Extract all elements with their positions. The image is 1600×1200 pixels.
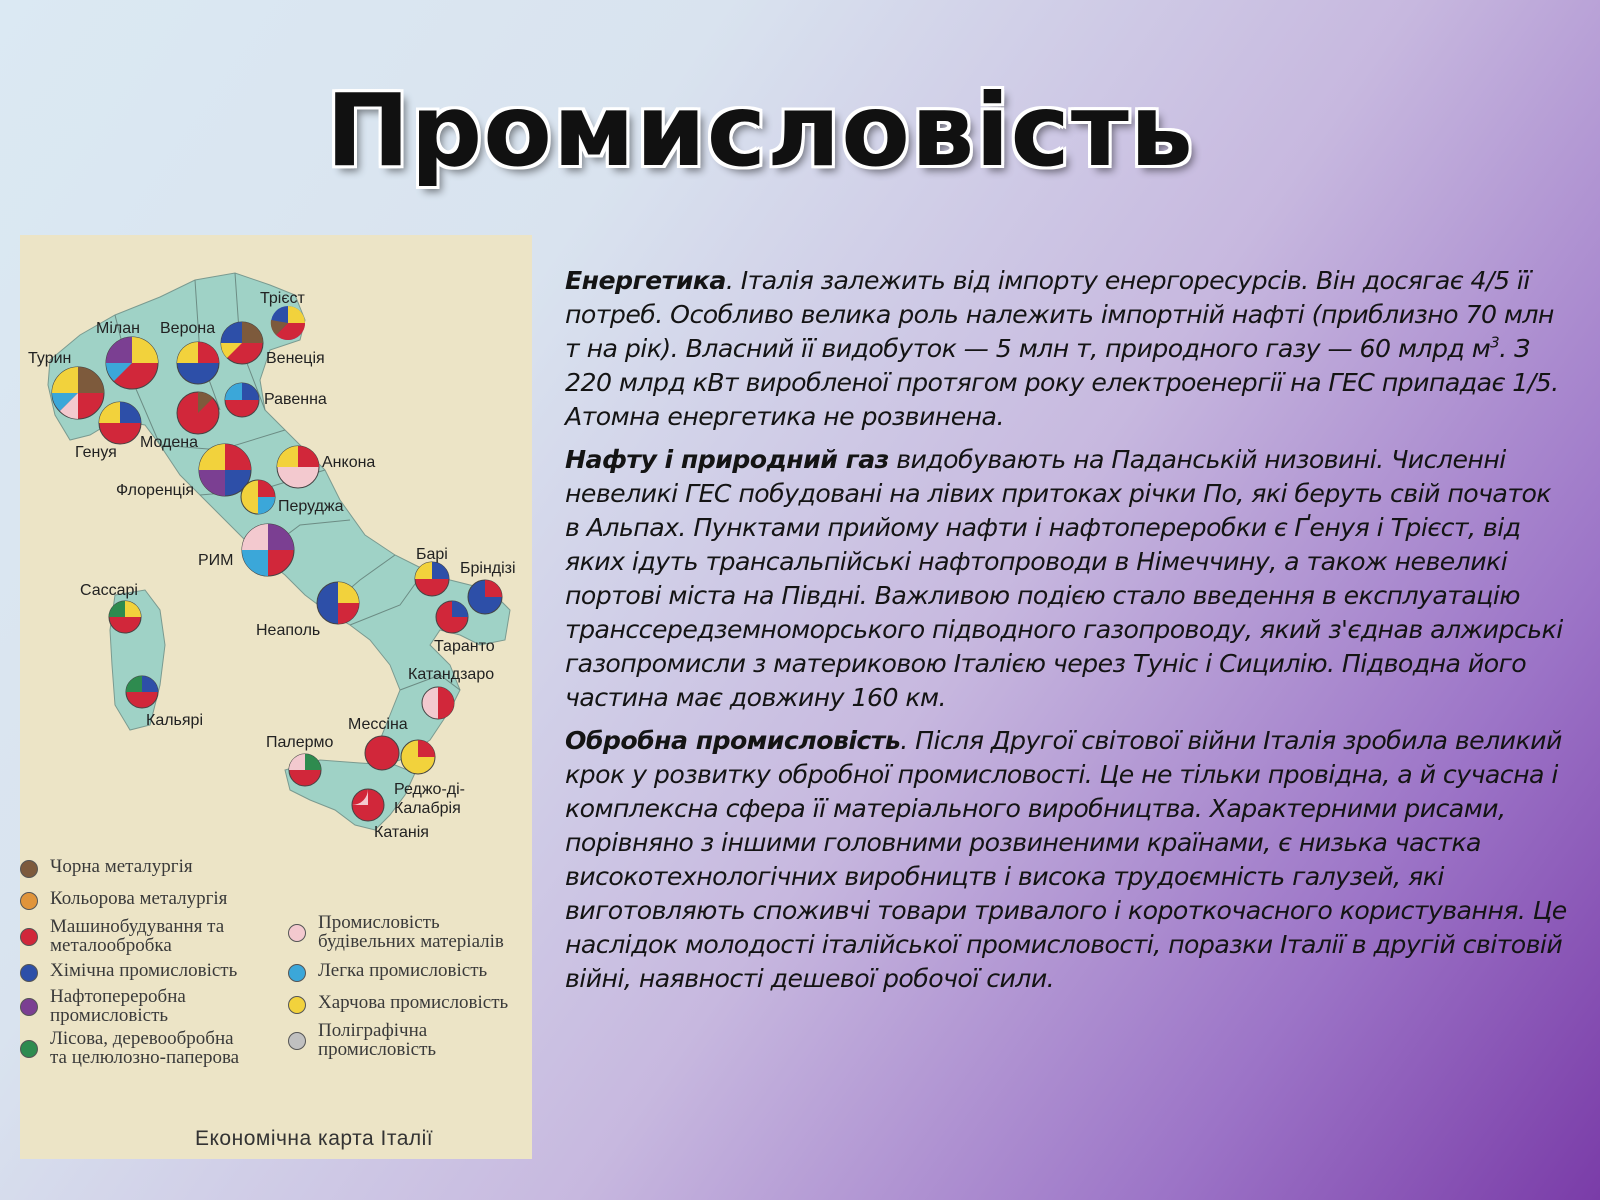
city-label: Венеція — [266, 350, 325, 367]
pie-genoa — [99, 402, 141, 444]
city-label: Катанія — [374, 824, 429, 841]
italy-economic-map — [20, 235, 532, 1159]
paragraph-oil-gas — [565, 443, 1570, 715]
pie-rome — [242, 524, 294, 576]
pie-brindisi — [468, 580, 502, 614]
city-label: Неаполь — [256, 622, 321, 639]
body-text — [565, 264, 1570, 1005]
pie-palermo — [289, 754, 321, 786]
pie-perugia — [241, 480, 275, 514]
pie-reggio — [401, 740, 435, 774]
map-legend: Чорна металургія Кольорова металургія Машинобудування та металообробка Хімічна промисловість Нафтопереробна промисловість Лісова, деревообробна та целюлозно-паперова Промисловість будівельних матеріалів Легка промисловість Харчова промисловість Поліграфічна промисловість — [20, 860, 532, 1075]
paragraph-energy — [565, 264, 1570, 434]
pie-ravenna — [225, 383, 259, 417]
legend-dot-forestry — [20, 1040, 38, 1058]
paragraph-manufacturing — [565, 724, 1570, 996]
paragraph-text: . Після Другої світової війни Італія зробила великий крок у розвитку обробної промисловості. Це не тільки провідна, а й сучасна і комплексна сфера її матеріального виробництва. Характерними рисами, порівняно з іншими головними розвиненими країнами, є низька частка високотехнологічних виробництв і висока трудоємність галузей, які виготовляють споживчі товари тривалого і короткочасного користування. Це наслідок молодості італійської промисловості, поразки Італії в другій світовій війні, наявності дешевої робочої сили. — [565, 726, 1567, 993]
city-label: Сассарі — [80, 582, 138, 599]
pie-modena — [177, 392, 219, 434]
pie-taranto — [436, 601, 468, 633]
paragraph-text: . Італія залежить від імпорту енергоресурсів. Він досягає 4/5 її потреб. Особливо велика роль належить імпортній нафті (приблизно 70 млн т на рік). Власний її видобуток — 5 млн т, природного газу — 60 млрд м — [565, 266, 1554, 363]
superscript: 3 — [1490, 333, 1500, 352]
pie-ancona — [277, 446, 319, 488]
city-label: Верона — [160, 320, 216, 337]
pie-triest — [271, 306, 305, 340]
legend-dot-chemical — [20, 964, 38, 982]
legend-dot-food-industry — [288, 996, 306, 1014]
city-label: Кальярі — [146, 712, 204, 729]
pie-messina — [365, 736, 399, 770]
pie-sassari — [109, 601, 141, 633]
city-label: Таранто — [434, 638, 495, 655]
paragraph-text: . З 220 млрд кВт виробленої протягом року електроенергії на ГЕС припадає 1/5. Атомна енергетика не розвинена. — [565, 334, 1559, 431]
city-label: Калабрія — [394, 800, 461, 817]
pie-milan — [106, 337, 158, 389]
city-label: Реджо-ді- — [394, 781, 465, 798]
pie-catanzaro — [422, 687, 454, 719]
city-label: Турин — [28, 350, 72, 367]
legend-dot-printing — [288, 1032, 306, 1050]
slide-title: Промисловість — [325, 72, 1195, 189]
city-label: Мілан — [96, 320, 140, 337]
pie-catania — [352, 789, 384, 821]
city-label: Перуджа — [278, 498, 344, 515]
pie-verona — [177, 342, 219, 384]
city-label: Катандзаро — [408, 666, 495, 683]
city-label: РИМ — [198, 552, 234, 569]
legend-dot-ferrous-metallurgy — [20, 860, 38, 878]
paragraph-lead: Нафту і природний газ — [565, 445, 889, 474]
paragraph-text: видобувають на Паданській низовині. Численні невеликі ГЕС побудовані на лівих притоках річки По, які беруть свій початок в Альпах. Пунктами прийому нафти і нафтопереробки є Ґенуя і Трієст, від яких ідуть трансальпійські нафтопроводи в Німеччину, а також невеликі портові міста на Півдні. Важливою подією стало введення в експлуатацію транссередземноморського підводного газопроводу, який з'єднав алжирські газопромисли з материковою Італією через Туніс і Сицилію. Підводна його частина має довжину 160 км. — [565, 445, 1563, 712]
city-label: Анкона — [322, 454, 376, 471]
legend-dot-oil-refining — [20, 998, 38, 1016]
city-label: Трієст — [260, 290, 305, 307]
city-label: Генуя — [75, 444, 117, 461]
pie-turin — [52, 367, 104, 419]
legend-dot-machine-building — [20, 928, 38, 946]
city-label: Мессіна — [348, 716, 408, 733]
legend-dot-light-industry — [288, 964, 306, 982]
city-label: Барі — [416, 546, 448, 563]
pie-cagliari — [126, 676, 158, 708]
legend-dot-nonferrous-metallurgy — [20, 892, 38, 910]
city-label: Равенна — [264, 391, 327, 408]
paragraph-lead: Енергетика — [565, 266, 726, 295]
legend-dot-building-materials — [288, 924, 306, 942]
paragraph-lead: Обробна промисловість — [565, 726, 901, 755]
city-label: Бріндізі — [460, 560, 516, 577]
city-label: Палермо — [266, 734, 334, 751]
map-caption: Економічна карта Італії — [195, 1127, 434, 1150]
pie-bari — [415, 562, 449, 596]
city-label: Модена — [140, 434, 199, 451]
pie-venice — [221, 322, 263, 364]
city-label: Флоренція — [116, 482, 195, 499]
pie-naples — [317, 582, 359, 624]
